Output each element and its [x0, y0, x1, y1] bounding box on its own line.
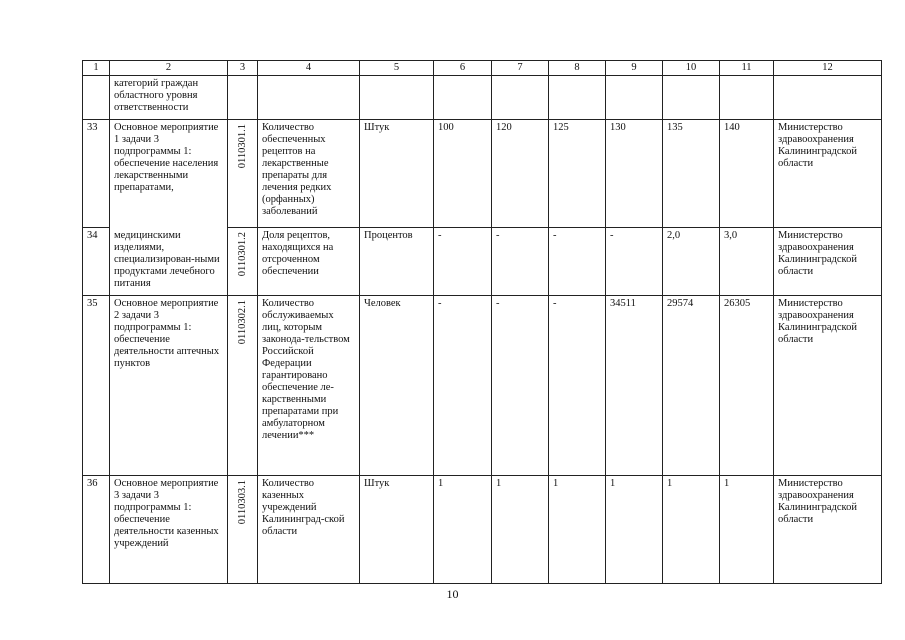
cell-code — [228, 120, 258, 228]
cell-value: 1 — [549, 476, 606, 584]
cell-value: - — [434, 296, 492, 476]
table-row-33 — [83, 120, 882, 228]
header-cell: 3 — [228, 61, 258, 76]
cell-value: 34511 — [606, 296, 663, 476]
header-cell: 5 — [360, 61, 434, 76]
table-row-36 — [83, 476, 882, 584]
cell-code — [228, 296, 258, 476]
cell-indicator: Количество казенных учреждений Калининград-ской области — [258, 476, 360, 584]
cell-value: - — [492, 296, 549, 476]
cell-indicator: Количество обеспеченных рецептов на лекарственные препараты для лечения редких (орфанных) заболеваний — [258, 120, 360, 228]
code-text: 0110301.2 — [236, 232, 248, 277]
header-cell: 1 — [83, 61, 110, 76]
cell-indicator: Доля рецептов, находящихся на отсроченном обеспечении — [258, 228, 360, 296]
cell-num: 36 — [83, 476, 110, 584]
header-cell: 10 — [663, 61, 720, 76]
header-cell: 8 — [549, 61, 606, 76]
cell-name: медицинскими изделиями, специализирован-ными продуктами лечебного питания — [110, 228, 228, 296]
cell-value: 100 — [434, 120, 492, 228]
cell-name: Основное мероприятие 3 задачи 3 подпрограммы 1: обеспечение деятельности казенных учреждений — [110, 476, 228, 584]
page-number: 10 — [446, 587, 459, 601]
cell-indicator — [258, 76, 360, 120]
cell-code — [228, 228, 258, 296]
cell-unit: Штук — [360, 120, 434, 228]
cell-unit: Штук — [360, 476, 434, 584]
cell-value: 2,0 — [663, 228, 720, 296]
cell-value: 1 — [434, 476, 492, 584]
code-text: 0110302.1 — [236, 300, 248, 345]
cell-code — [228, 476, 258, 584]
cell-num — [83, 76, 110, 120]
cell-value: 1 — [663, 476, 720, 584]
table-row-continuation — [83, 76, 882, 120]
cell-value: 120 — [492, 120, 549, 228]
code-text: 0110303.1 — [236, 480, 248, 525]
program-indicators-table — [82, 60, 882, 584]
cell-value: - — [434, 228, 492, 296]
cell-unit — [360, 76, 434, 120]
header-cell: 12 — [774, 61, 882, 76]
cell-name: Основное мероприятие 1 задачи 3 подпрограммы 1: обеспечение населения лекарственными препаратами, — [110, 120, 228, 228]
header-cell: 7 — [492, 61, 549, 76]
cell-value: - — [549, 296, 606, 476]
cell-num: 35 — [83, 296, 110, 476]
cell-value — [434, 76, 492, 120]
cell-num: 34 — [83, 228, 110, 296]
cell-name: категорий граждан областного уровня ответственности — [110, 76, 228, 120]
cell-value: 135 — [663, 120, 720, 228]
cell-value: - — [492, 228, 549, 296]
cell-value — [492, 76, 549, 120]
header-cell: 2 — [110, 61, 228, 76]
cell-value — [549, 76, 606, 120]
cell-responsible: Министерство здравоохранения Калининградской области — [774, 228, 882, 296]
cell-value: 26305 — [720, 296, 774, 476]
code-text: 0110301.1 — [236, 124, 248, 169]
cell-indicator: Количество обслуживаемых лиц, которым законода-тельством Российской Федерации гарантировано обеспечение ле-карственными препаратами при амбулаторном лечении*** — [258, 296, 360, 476]
cell-responsible — [774, 76, 882, 120]
cell-num: 33 — [83, 120, 110, 228]
cell-value: 29574 — [663, 296, 720, 476]
cell-value: 3,0 — [720, 228, 774, 296]
cell-unit: Процентов — [360, 228, 434, 296]
cell-value: - — [606, 228, 663, 296]
table-row-35 — [83, 296, 882, 476]
cell-value: 1 — [720, 476, 774, 584]
cell-value: 1 — [606, 476, 663, 584]
cell-responsible: Министерство здравоохранения Калининградской области — [774, 476, 882, 584]
header-cell: 6 — [434, 61, 492, 76]
header-cell: 11 — [720, 61, 774, 76]
cell-unit: Человек — [360, 296, 434, 476]
cell-responsible: Министерство здравоохранения Калининградской области — [774, 120, 882, 228]
cell-code — [228, 76, 258, 120]
header-cell: 4 — [258, 61, 360, 76]
cell-value — [663, 76, 720, 120]
header-row — [83, 61, 882, 76]
cell-value: 125 — [549, 120, 606, 228]
cell-responsible: Министерство здравоохранения Калининградской области — [774, 296, 882, 476]
cell-value: 1 — [492, 476, 549, 584]
cell-value: - — [549, 228, 606, 296]
table-row-34 — [83, 228, 882, 296]
cell-value — [720, 76, 774, 120]
header-cell: 9 — [606, 61, 663, 76]
cell-name: Основное мероприятие 2 задачи 3 подпрограммы 1: обеспечение деятельности аптечных пунктов — [110, 296, 228, 476]
cell-value — [606, 76, 663, 120]
cell-value: 140 — [720, 120, 774, 228]
cell-value: 130 — [606, 120, 663, 228]
